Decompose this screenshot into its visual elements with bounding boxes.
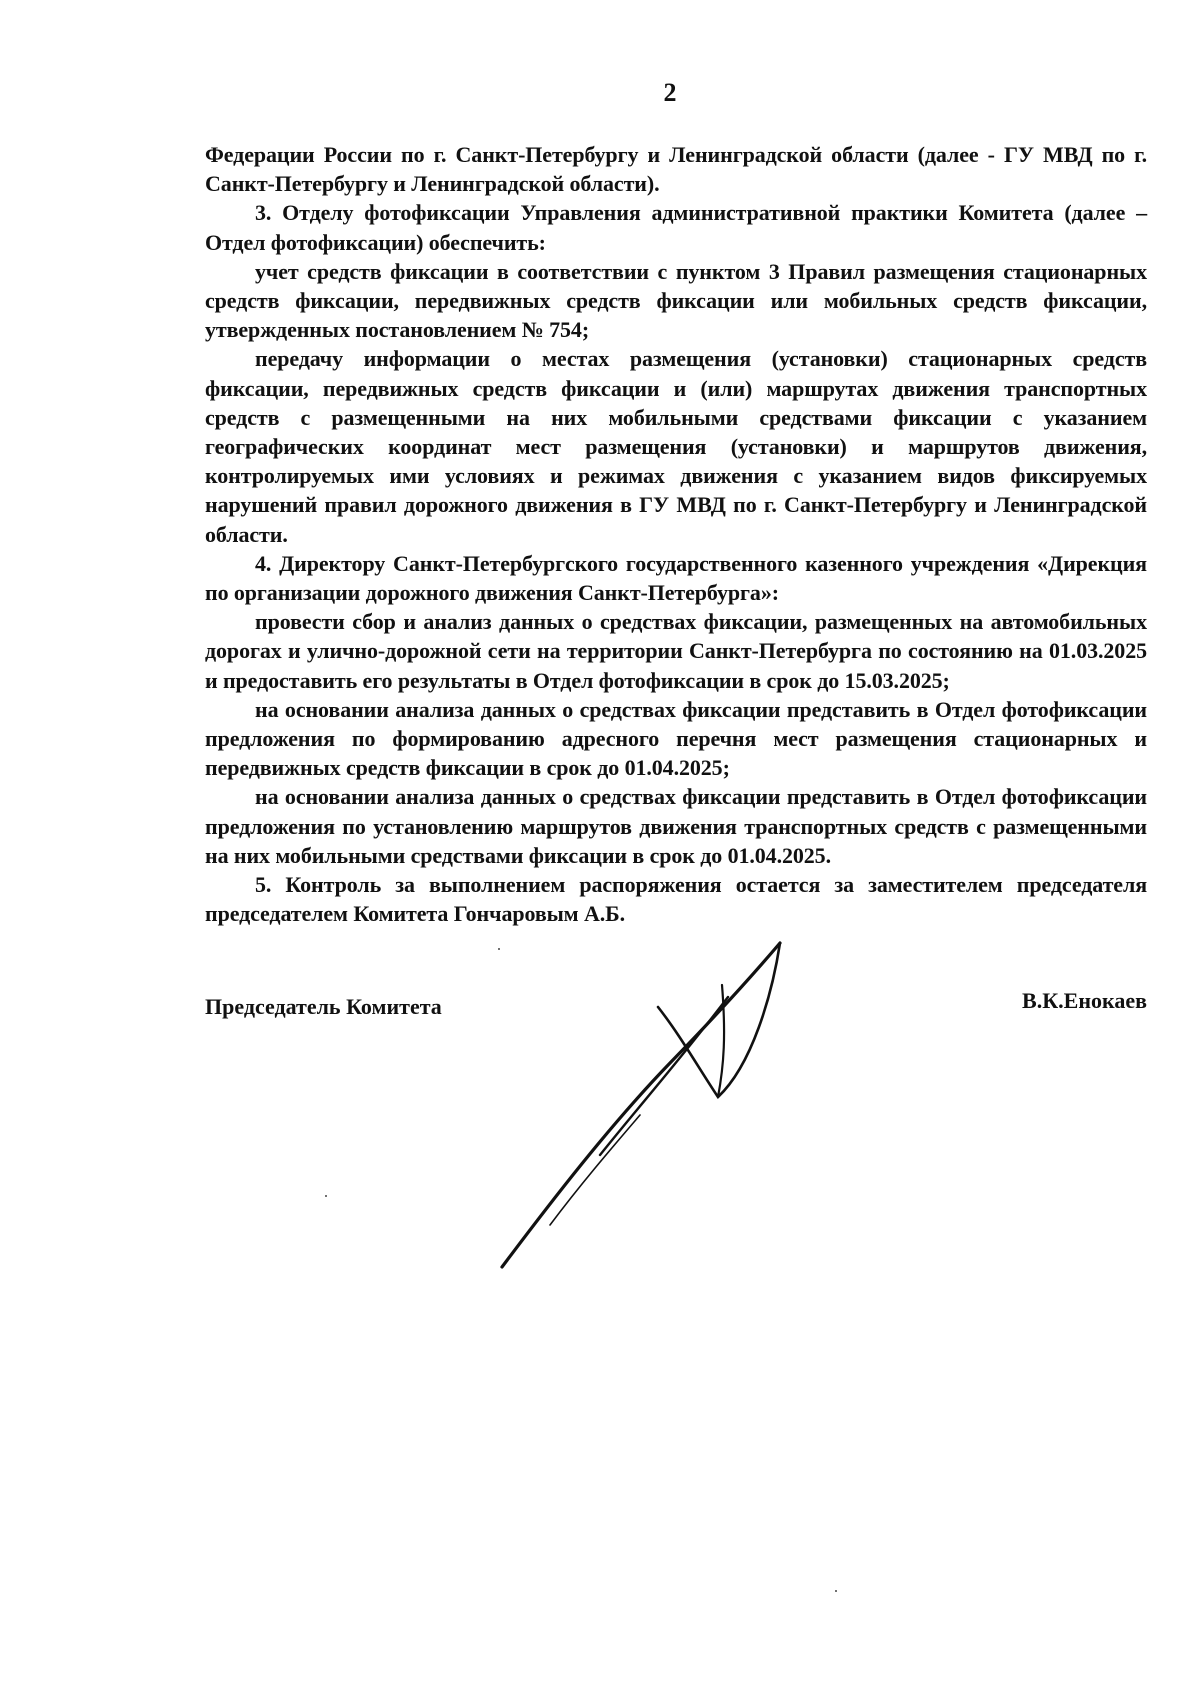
- scan-speck: [498, 948, 500, 950]
- paragraph-item-3: 3. Отделу фотофиксации Управления административной практики Комитета (далее – Отдел фотофиксации) обеспечить:: [205, 200, 1147, 255]
- paragraph-continuation: Федерации России по г. Санкт-Петербургу и Ленинградской области (далее - ГУ МВД по г. Санкт-Петербургу и Ленинградской области).: [205, 142, 1147, 197]
- paragraph-item-3-sub-2: передачу информации о местах размещения (установки) стационарных средств фиксации, передвижных средств фиксации и (или) маршрутах движения транспортных средств с размещенными на них мобильными средствами фиксации с указанием географических координат мест размещения (установки) и маршрутов движения, контролируемых ими условиях и режимах движения с указанием видов фиксируемых нарушений правил дорожного движения в ГУ МВД по г. Санкт-Петербургу и Ленинградской области.: [205, 346, 1147, 547]
- handwritten-signature-image: [490, 935, 810, 1275]
- paragraph-item-3-sub-1: учет средств фиксации в соответствии с пунктом 3 Правил размещения стационарных средств фиксации, передвижных средств фиксации или мобильных средств фиксации, утвержденных постановлением № 754;: [205, 258, 1147, 343]
- paragraph-item-4-sub-3: на основании анализа данных о средствах фиксации представить в Отдел фотофиксации предложения по установлению маршрутов движения транспортных средств с размещенными на них мобильными средствами фиксации в срок до 01.04.2025.: [205, 784, 1147, 868]
- signatory-name: В.К.Енокаев: [1022, 988, 1147, 1013]
- scan-speck: [835, 1590, 837, 1592]
- scan-speck: [325, 1195, 327, 1197]
- paragraph-item-4-sub-1: провести сбор и анализ данных о средствах фиксации, размещенных на автомобильных дорогах и улично-дорожной сети на территории Санкт-Петербурга по состоянию на 01.03.2025 и предоставить его результаты в Отдел фотофиксации в срок до 15.03.2025;: [205, 609, 1147, 693]
- document-body: [205, 140, 1147, 928]
- signatory-title: Председатель Комитета: [205, 994, 442, 1019]
- paragraph-item-4-sub-2: на основании анализа данных о средствах фиксации представить в Отдел фотофиксации предложения по формированию адресного перечня мест размещения стационарных и передвижных средств фиксации в срок до 01.04.2025;: [205, 696, 1147, 781]
- paragraph-item-5: 5. Контроль за выполнением распоряжения остается за заместителем председателя председателем Комитета Гончаровым А.Б.: [205, 872, 1147, 927]
- page-number: 2: [663, 78, 677, 107]
- paragraph-item-4: 4. Директору Санкт-Петербургского государственного казенного учреждения «Дирекция по организации дорожного движения Санкт-Петербурга»:: [205, 550, 1147, 606]
